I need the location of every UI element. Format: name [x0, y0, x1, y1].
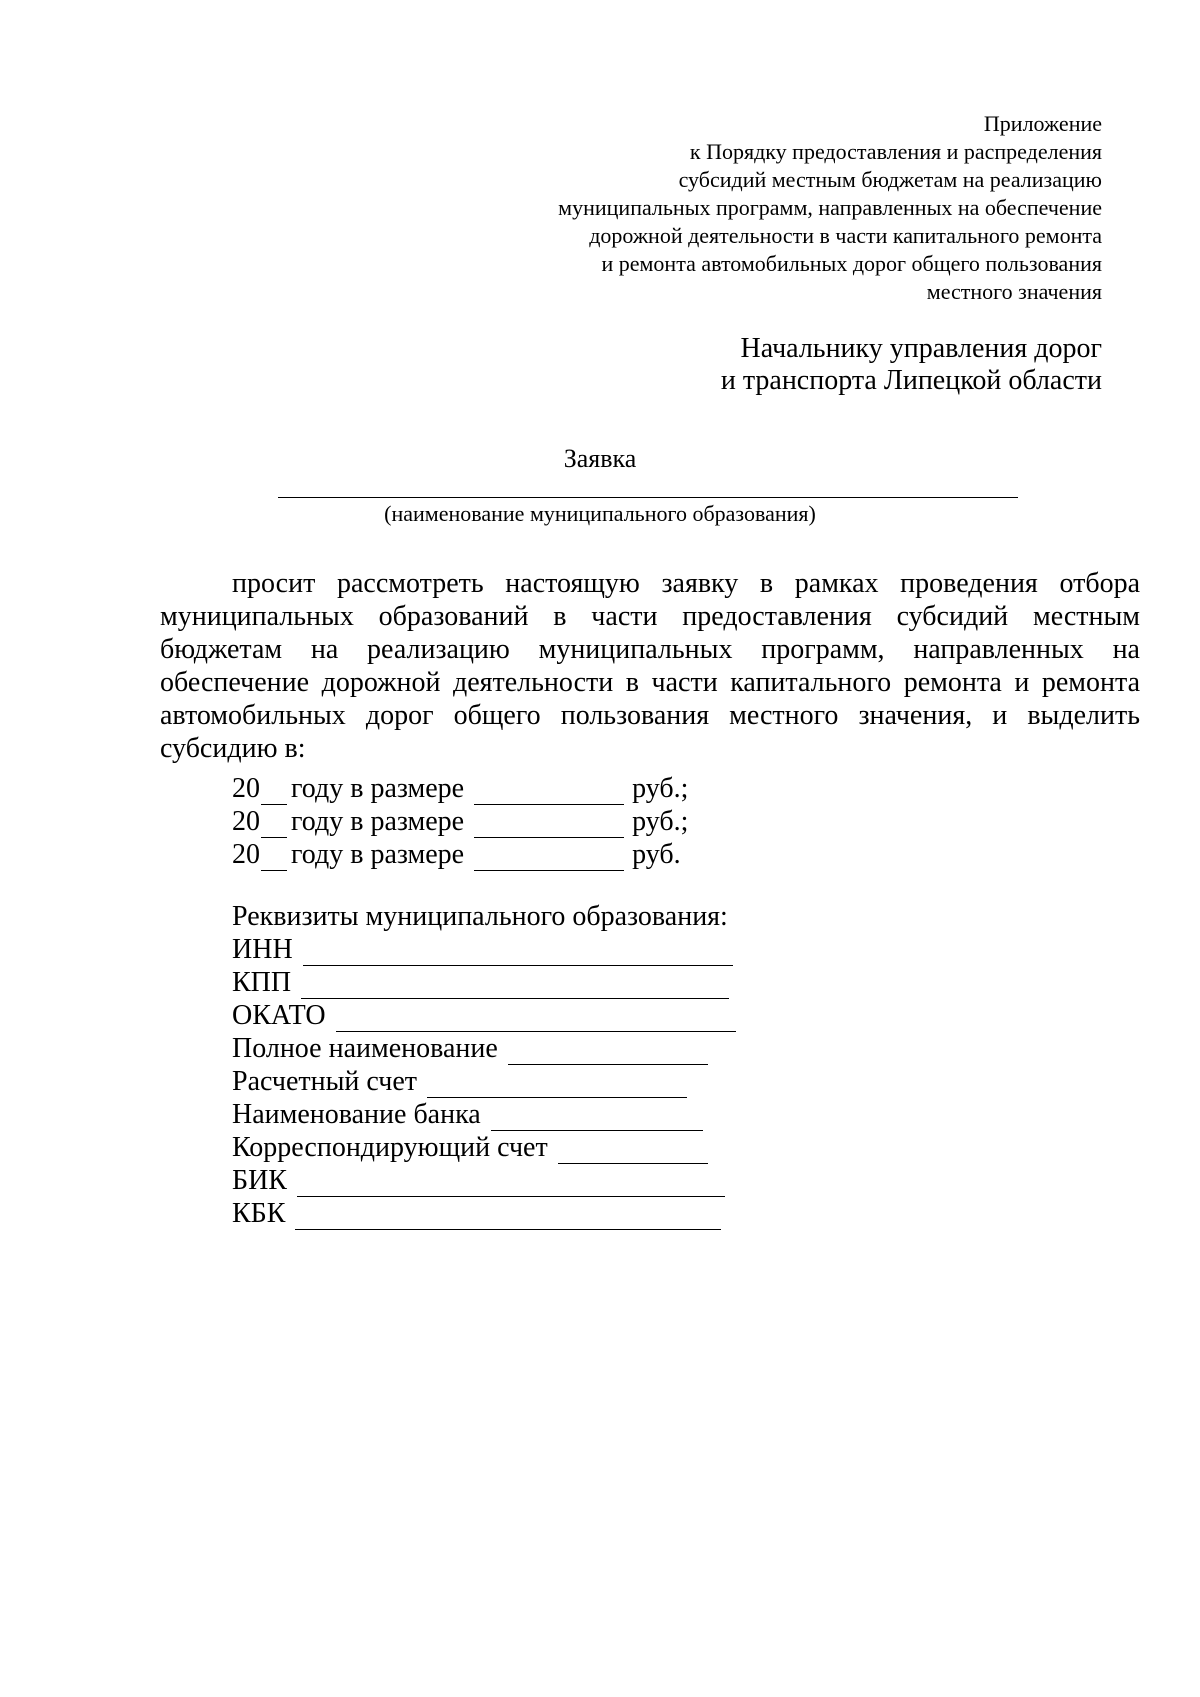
requisite-blank: [303, 939, 733, 966]
year-prefix: 20: [232, 806, 260, 837]
year-row: [232, 805, 688, 838]
paragraph-line: бюджетам на реализацию муниципальных программ, направленных на: [160, 634, 1140, 665]
currency-label: руб.;: [632, 773, 689, 804]
requisite-account: [232, 1065, 742, 1098]
requisite-label: Наименование банка: [232, 1099, 481, 1130]
currency-label: руб.: [632, 839, 681, 870]
requisite-okato: [232, 999, 742, 1032]
requisite-full-name: [232, 1032, 742, 1065]
request-paragraph: [160, 567, 1140, 765]
paragraph-line: муниципальных образований в части предоставления субсидий местным: [160, 601, 1140, 632]
amount-blank: [474, 778, 624, 805]
requisite-inn: [232, 933, 742, 966]
subsidy-years: [232, 772, 688, 871]
municipality-name-blank: [278, 497, 1018, 498]
requisite-corr-account: [232, 1131, 742, 1164]
requisite-label: Расчетный счет: [232, 1066, 418, 1097]
appendix-line: к Порядку предоставления и распределения: [689, 139, 1102, 164]
addressee-block: [402, 333, 1102, 397]
appendix-line: и ремонта автомобильных дорог общего пользования: [601, 251, 1102, 276]
requisite-label: ИНН: [232, 934, 293, 965]
year-prefix: 20: [232, 773, 260, 804]
municipality-name-caption: (наименование муниципального образования): [384, 501, 816, 526]
requisite-label: БИК: [232, 1165, 287, 1196]
requisite-label: ОКАТО: [232, 1000, 326, 1031]
requisite-blank: [301, 972, 729, 999]
year-label: году в размере: [291, 773, 465, 804]
appendix-line: местного значения: [926, 279, 1102, 304]
addressee-line: и транспорта Липецкой области: [720, 365, 1102, 396]
requisites-heading: Реквизиты муниципального образования:: [232, 901, 728, 932]
year-prefix: 20: [232, 839, 260, 870]
addressee-line: Начальнику управления дорог: [740, 333, 1102, 364]
requisites-block: [232, 900, 742, 1230]
year-blank: [261, 811, 287, 838]
requisite-blank: [508, 1038, 708, 1065]
appendix-line: субсидий местным бюджетам на реализацию: [678, 167, 1102, 192]
requisite-bik: [232, 1164, 742, 1197]
paragraph-line: просит рассмотреть настоящую заявку в рамках проведения отбора: [232, 568, 1140, 599]
appendix-line: Приложение: [983, 111, 1102, 136]
requisite-label: Полное наименование: [232, 1033, 498, 1064]
requisite-bank-name: [232, 1098, 742, 1131]
requisite-blank: [295, 1203, 721, 1230]
year-row: [232, 838, 688, 871]
year-row: [232, 772, 688, 805]
document-title: Заявка: [563, 444, 637, 473]
paragraph-line: автомобильных дорог общего пользования местного значения, и выделить: [160, 700, 1140, 731]
requisite-kpp: [232, 966, 742, 999]
year-blank: [261, 778, 287, 805]
year-label: году в размере: [291, 839, 465, 870]
requisite-blank: [427, 1071, 687, 1098]
requisite-blank: [558, 1137, 708, 1164]
requisite-blank: [297, 1170, 725, 1197]
amount-blank: [474, 811, 624, 838]
year-label: году в размере: [291, 806, 465, 837]
requisite-blank: [336, 1005, 736, 1032]
currency-label: руб.;: [632, 806, 689, 837]
requisite-kbk: [232, 1197, 742, 1230]
paragraph-line: субсидию в:: [160, 733, 306, 764]
appendix-line: муниципальных программ, направленных на обеспечение: [558, 195, 1102, 220]
requisite-label: Корреспондирующий счет: [232, 1132, 548, 1163]
appendix-header: [402, 110, 1102, 306]
appendix-line: дорожной деятельности в части капитального ремонта: [589, 223, 1102, 248]
requisite-blank: [491, 1104, 703, 1131]
paragraph-line: обеспечение дорожной деятельности в части капитального ремонта и ремонта: [160, 667, 1140, 698]
year-blank: [261, 844, 287, 871]
requisite-label: КБК: [232, 1198, 286, 1229]
amount-blank: [474, 844, 624, 871]
requisite-label: КПП: [232, 967, 292, 998]
